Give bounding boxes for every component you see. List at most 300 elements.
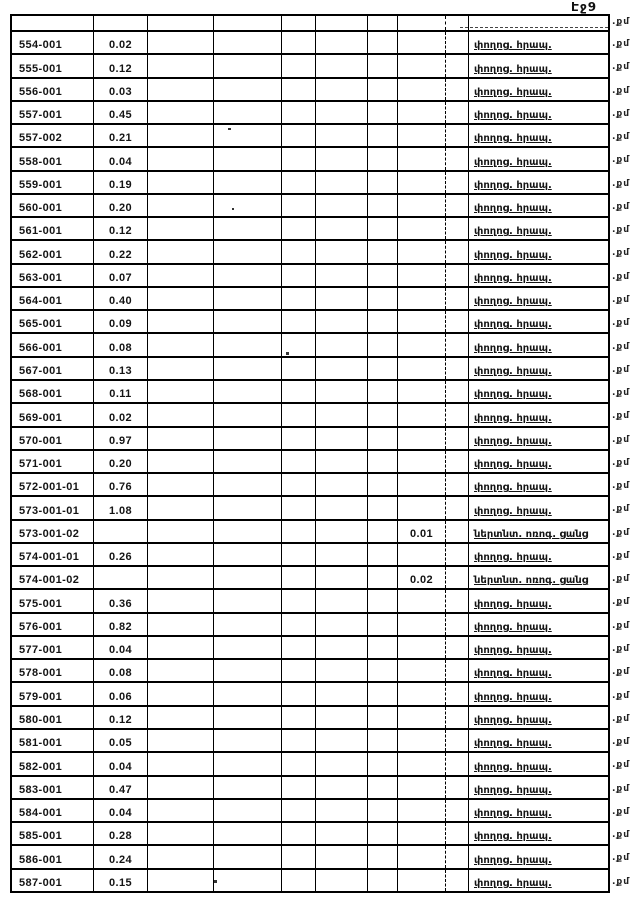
empty-cell — [368, 148, 398, 169]
area-value-cell: 0.20 — [94, 451, 148, 472]
margin-note: .քմ — [612, 481, 631, 492]
empty-cell — [282, 79, 316, 100]
empty-cell — [214, 614, 282, 635]
empty-cell — [316, 497, 368, 518]
empty-cell — [446, 707, 469, 728]
net-area-value-cell — [398, 381, 446, 402]
land-use-cell: փողոց. հրապ. — [474, 482, 552, 494]
empty-cell — [214, 590, 282, 611]
margin-note: .քմ — [612, 783, 631, 794]
table-row — [12, 55, 608, 78]
land-use-cell: փողոց. հրապ. — [474, 598, 552, 610]
margin-note: .քմ — [612, 39, 631, 49]
land-use-cell: փողոց. հրապ. — [474, 877, 552, 889]
net-area-value-cell — [398, 288, 446, 309]
margin-note: .քմ — [612, 853, 631, 864]
empty-cell — [446, 218, 469, 239]
net-area-value-cell — [398, 660, 446, 681]
table-row — [12, 521, 608, 544]
table-row — [12, 125, 608, 148]
net-area-value-cell — [398, 218, 446, 239]
empty-cell — [316, 521, 368, 542]
empty-cell — [446, 428, 469, 449]
empty-cell — [316, 148, 368, 169]
empty-cell — [446, 846, 469, 867]
land-use-cell: փողոց. հրապ. — [474, 179, 552, 191]
area-value-cell: 0.08 — [94, 660, 148, 681]
empty-cell — [214, 683, 282, 704]
parcel-code-cell: 573-001-01 — [12, 497, 94, 518]
net-area-value-cell — [398, 544, 446, 565]
table-row — [12, 428, 608, 451]
empty-cell — [282, 125, 316, 146]
margin-note: .քմ — [612, 457, 631, 468]
empty-cell — [446, 358, 469, 379]
empty-cell — [282, 218, 316, 239]
empty-cell — [316, 474, 368, 495]
empty-cell — [214, 358, 282, 379]
net-area-value-cell — [398, 614, 446, 635]
net-area-value-cell — [398, 474, 446, 495]
empty-cell — [148, 381, 214, 402]
empty-cell — [214, 800, 282, 821]
empty-cell — [148, 544, 214, 565]
header-cell — [316, 16, 368, 30]
empty-cell — [214, 32, 282, 53]
empty-cell — [282, 846, 316, 867]
empty-cell — [446, 870, 469, 891]
margin-note: .քմ — [612, 737, 631, 748]
empty-cell — [282, 614, 316, 635]
land-use-cell: փողոց. հրապ. — [474, 110, 552, 122]
empty-cell — [214, 451, 282, 472]
land-use-cell: փողոց. հրապ. — [474, 249, 552, 261]
parcel-code-cell: 566-001 — [12, 334, 94, 355]
area-value-cell: 0.04 — [94, 753, 148, 774]
margin-note: .քմ — [612, 85, 631, 96]
empty-cell — [446, 125, 469, 146]
empty-cell — [316, 730, 368, 751]
empty-cell — [316, 846, 368, 867]
parcel-code-cell: 565-001 — [12, 311, 94, 332]
empty-cell — [148, 79, 214, 100]
empty-cell — [368, 823, 398, 844]
empty-cell — [368, 730, 398, 751]
area-value-cell: 0.12 — [94, 218, 148, 239]
land-use-cell: փողոց. հրապ. — [474, 296, 552, 308]
net-area-value-cell — [398, 195, 446, 216]
margin-note: .քմ — [612, 155, 631, 166]
net-area-value-cell — [398, 404, 446, 425]
net-area-value-cell: 0.01 — [398, 521, 446, 542]
empty-cell — [148, 823, 214, 844]
land-use-cell: փողոց. հրապ. — [474, 808, 552, 820]
land-use-cell: փողոց. հրապ. — [474, 459, 552, 471]
net-area-value-cell — [398, 55, 446, 76]
scan-speck — [286, 352, 289, 355]
empty-cell — [282, 288, 316, 309]
empty-cell — [446, 567, 469, 588]
empty-cell — [214, 102, 282, 123]
empty-cell — [316, 753, 368, 774]
area-value-cell: 0.13 — [94, 358, 148, 379]
header-cell — [12, 16, 94, 30]
margin-note: .քմ — [612, 504, 631, 515]
empty-cell — [282, 265, 316, 286]
area-value-cell: 0.36 — [94, 590, 148, 611]
parcel-code-cell: 572-001-01 — [12, 474, 94, 495]
parcel-code-cell: 583-001 — [12, 777, 94, 798]
empty-cell — [148, 683, 214, 704]
empty-cell — [282, 707, 316, 728]
empty-cell — [282, 32, 316, 53]
table-row — [12, 683, 608, 706]
empty-cell — [148, 148, 214, 169]
empty-cell — [368, 753, 398, 774]
empty-cell — [368, 241, 398, 262]
net-area-value-cell — [398, 334, 446, 355]
empty-cell — [214, 777, 282, 798]
land-use-cell: փողոց. հրապ. — [474, 389, 552, 401]
margin-note: .քմ — [612, 527, 631, 538]
net-area-value-cell — [398, 823, 446, 844]
empty-cell — [446, 497, 469, 518]
empty-cell — [316, 102, 368, 123]
empty-cell — [446, 753, 469, 774]
land-use-cell: փողոց. հրապ. — [474, 784, 552, 796]
table-row — [12, 730, 608, 753]
parcel-code-cell: 584-001 — [12, 800, 94, 821]
header-cell — [148, 16, 214, 30]
empty-cell — [368, 474, 398, 495]
net-area-value-cell — [398, 311, 446, 332]
area-value-cell: 0.04 — [94, 148, 148, 169]
land-use-cell: փողոց. հրապ. — [474, 738, 552, 750]
margin-note: .քմ — [612, 17, 631, 27]
parcel-code-cell: 563-001 — [12, 265, 94, 286]
empty-cell — [148, 404, 214, 425]
margin-note: .քմ — [612, 434, 631, 445]
empty-cell — [282, 590, 316, 611]
table-row — [12, 823, 608, 846]
empty-cell — [148, 265, 214, 286]
parcel-code-cell: 581-001 — [12, 730, 94, 751]
land-use-cell: փողոց. հրապ. — [474, 133, 552, 145]
header-cell — [398, 16, 446, 30]
area-value-cell: 0.02 — [94, 32, 148, 53]
empty-cell — [316, 195, 368, 216]
area-value-cell: 0.04 — [94, 637, 148, 658]
empty-cell — [368, 521, 398, 542]
cadastral-table — [10, 14, 610, 893]
empty-cell — [446, 730, 469, 751]
table-row — [12, 148, 608, 171]
empty-cell — [282, 777, 316, 798]
area-value-cell: 0.22 — [94, 241, 148, 262]
empty-cell — [316, 288, 368, 309]
empty-cell — [148, 334, 214, 355]
empty-cell — [282, 544, 316, 565]
land-use-cell: փողոց. հրապ. — [474, 691, 552, 703]
margin-note: .քմ — [612, 108, 631, 119]
land-use-cell: փողոց. հրապ. — [474, 854, 552, 866]
margin-note: .քմ — [612, 318, 631, 329]
land-use-cell: փողոց. հրապ. — [474, 226, 552, 238]
net-area-value-cell — [398, 428, 446, 449]
empty-cell — [368, 846, 398, 867]
area-value-cell: 0.40 — [94, 288, 148, 309]
margin-note: .քմ — [612, 178, 631, 189]
empty-cell — [368, 870, 398, 891]
land-use-cell: փողոց. հրապ. — [474, 272, 552, 284]
empty-cell — [148, 125, 214, 146]
empty-cell — [368, 428, 398, 449]
empty-cell — [282, 800, 316, 821]
empty-cell — [282, 241, 316, 262]
empty-cell — [446, 288, 469, 309]
area-value-cell: 0.19 — [94, 172, 148, 193]
area-value-cell: 0.11 — [94, 381, 148, 402]
empty-cell — [446, 660, 469, 681]
area-value-cell — [94, 567, 148, 588]
land-use-cell: փողոց. հրապ. — [474, 435, 552, 447]
empty-cell — [214, 218, 282, 239]
table-row — [12, 474, 608, 497]
parcel-code-cell: 587-001 — [12, 870, 94, 891]
area-value-cell: 0.26 — [94, 544, 148, 565]
area-value-cell: 0.28 — [94, 823, 148, 844]
land-use-cell: փողոց. հրապ. — [474, 365, 552, 377]
empty-cell — [368, 660, 398, 681]
empty-cell — [316, 870, 368, 891]
margin-note: .քմ — [612, 667, 631, 678]
table-row — [12, 451, 608, 474]
empty-cell — [368, 195, 398, 216]
empty-cell — [148, 567, 214, 588]
empty-cell — [148, 777, 214, 798]
empty-cell — [148, 637, 214, 658]
table-row — [12, 660, 608, 683]
empty-cell — [316, 32, 368, 53]
header-cell — [214, 16, 282, 30]
empty-cell — [316, 428, 368, 449]
area-value-cell: 0.21 — [94, 125, 148, 146]
scan-speck — [228, 128, 231, 130]
land-use-cell: փողոց. հրապ. — [474, 342, 552, 354]
empty-cell — [214, 404, 282, 425]
parcel-code-cell: 582-001 — [12, 753, 94, 774]
parcel-code-cell: 557-002 — [12, 125, 94, 146]
empty-cell — [282, 195, 316, 216]
scan-speck — [214, 880, 217, 883]
empty-cell — [148, 590, 214, 611]
empty-cell — [316, 660, 368, 681]
empty-cell — [368, 311, 398, 332]
empty-cell — [368, 614, 398, 635]
net-area-value-cell — [398, 870, 446, 891]
area-value-cell: 0.07 — [94, 265, 148, 286]
empty-cell — [214, 544, 282, 565]
empty-cell — [446, 55, 469, 76]
margin-note: .քմ — [612, 550, 631, 561]
empty-cell — [148, 428, 214, 449]
area-value-cell: 0.45 — [94, 102, 148, 123]
land-use-cell: փողոց. հրապ. — [474, 86, 552, 98]
empty-cell — [214, 55, 282, 76]
empty-cell — [282, 148, 316, 169]
area-value-cell: 0.24 — [94, 846, 148, 867]
empty-cell — [282, 870, 316, 891]
empty-cell — [214, 428, 282, 449]
empty-cell — [282, 730, 316, 751]
parcel-code-cell: 577-001 — [12, 637, 94, 658]
net-area-value-cell — [398, 172, 446, 193]
land-use-cell: ներտնտ. ոռոգ. ցանց — [474, 575, 589, 587]
table-row — [12, 753, 608, 776]
net-area-value-cell — [398, 32, 446, 53]
empty-cell — [214, 660, 282, 681]
table-row — [12, 777, 608, 800]
net-area-value-cell — [398, 707, 446, 728]
parcel-code-cell: 580-001 — [12, 707, 94, 728]
net-area-value-cell — [398, 637, 446, 658]
land-use-cell: փողոց. հրապ. — [474, 714, 552, 726]
empty-cell — [214, 637, 282, 658]
empty-cell — [446, 683, 469, 704]
table-row — [12, 311, 608, 334]
margin-note: .քմ — [612, 713, 631, 724]
empty-cell — [148, 614, 214, 635]
table-row — [12, 265, 608, 288]
empty-cell — [368, 683, 398, 704]
net-area-value-cell: 0.02 — [398, 567, 446, 588]
empty-cell — [316, 172, 368, 193]
empty-cell — [214, 497, 282, 518]
empty-cell — [446, 79, 469, 100]
empty-cell — [316, 590, 368, 611]
empty-cell — [316, 358, 368, 379]
empty-cell — [282, 637, 316, 658]
empty-cell — [446, 195, 469, 216]
area-value-cell: 0.06 — [94, 683, 148, 704]
empty-cell — [148, 521, 214, 542]
table-row — [12, 614, 608, 637]
parcel-code-cell: 574-001-02 — [12, 567, 94, 588]
table-row — [12, 404, 608, 427]
page-number-label: Էջ9 — [571, 0, 598, 14]
empty-cell — [368, 707, 398, 728]
empty-cell — [368, 544, 398, 565]
net-area-value-cell — [398, 753, 446, 774]
parcel-code-cell: 558-001 — [12, 148, 94, 169]
parcel-code-cell: 579-001 — [12, 683, 94, 704]
net-area-value-cell — [398, 79, 446, 100]
table-row — [12, 358, 608, 381]
margin-note: .քմ — [612, 201, 631, 212]
empty-cell — [368, 334, 398, 355]
empty-cell — [282, 753, 316, 774]
empty-cell — [214, 195, 282, 216]
empty-cell — [214, 474, 282, 495]
empty-cell — [368, 102, 398, 123]
empty-cell — [368, 451, 398, 472]
area-value-cell: 0.05 — [94, 730, 148, 751]
empty-cell — [446, 521, 469, 542]
empty-cell — [446, 823, 469, 844]
empty-cell — [214, 125, 282, 146]
table-row — [12, 497, 608, 520]
land-use-cell: փողոց. հրապ. — [474, 319, 552, 331]
parcel-code-cell: 556-001 — [12, 79, 94, 100]
empty-cell — [282, 381, 316, 402]
empty-cell — [316, 544, 368, 565]
net-area-value-cell — [398, 265, 446, 286]
empty-cell — [316, 451, 368, 472]
empty-cell — [316, 823, 368, 844]
empty-cell — [368, 172, 398, 193]
empty-cell — [316, 707, 368, 728]
empty-cell — [368, 55, 398, 76]
margin-note: .քմ — [612, 248, 631, 259]
land-use-cell: փողոց. հրապ. — [474, 761, 552, 773]
parcel-code-cell: 557-001 — [12, 102, 94, 123]
empty-cell — [148, 753, 214, 774]
table-row — [12, 102, 608, 125]
empty-cell — [368, 567, 398, 588]
empty-cell — [368, 381, 398, 402]
table-header-row — [12, 16, 608, 32]
empty-cell — [368, 218, 398, 239]
area-value-cell: 0.09 — [94, 311, 148, 332]
margin-note: .քմ — [612, 132, 631, 143]
land-use-cell: փողոց. հրապ. — [474, 621, 552, 633]
table-row — [12, 567, 608, 590]
margin-note: .քմ — [612, 364, 631, 375]
land-use-cell: փողոց. հրապ. — [474, 203, 552, 215]
empty-cell — [214, 823, 282, 844]
empty-cell — [446, 148, 469, 169]
area-value-cell: 0.12 — [94, 55, 148, 76]
empty-cell — [316, 241, 368, 262]
empty-cell — [214, 707, 282, 728]
empty-cell — [446, 474, 469, 495]
area-value-cell: 1.08 — [94, 497, 148, 518]
parcel-code-cell: 570-001 — [12, 428, 94, 449]
empty-cell — [148, 730, 214, 751]
empty-cell — [282, 172, 316, 193]
table-row — [12, 544, 608, 567]
empty-cell — [214, 311, 282, 332]
net-area-value-cell — [398, 846, 446, 867]
empty-cell — [148, 870, 214, 891]
margin-note: .քմ — [612, 574, 631, 585]
empty-cell — [446, 311, 469, 332]
empty-cell — [316, 125, 368, 146]
parcel-code-cell: 586-001 — [12, 846, 94, 867]
empty-cell — [368, 32, 398, 53]
area-value-cell — [94, 521, 148, 542]
empty-cell — [282, 823, 316, 844]
empty-cell — [148, 707, 214, 728]
parcel-code-cell: 561-001 — [12, 218, 94, 239]
empty-cell — [214, 870, 282, 891]
empty-cell — [446, 451, 469, 472]
table-row — [12, 241, 608, 264]
area-value-cell: 0.97 — [94, 428, 148, 449]
area-value-cell: 0.76 — [94, 474, 148, 495]
empty-cell — [316, 614, 368, 635]
parcel-code-cell: 573-001-02 — [12, 521, 94, 542]
